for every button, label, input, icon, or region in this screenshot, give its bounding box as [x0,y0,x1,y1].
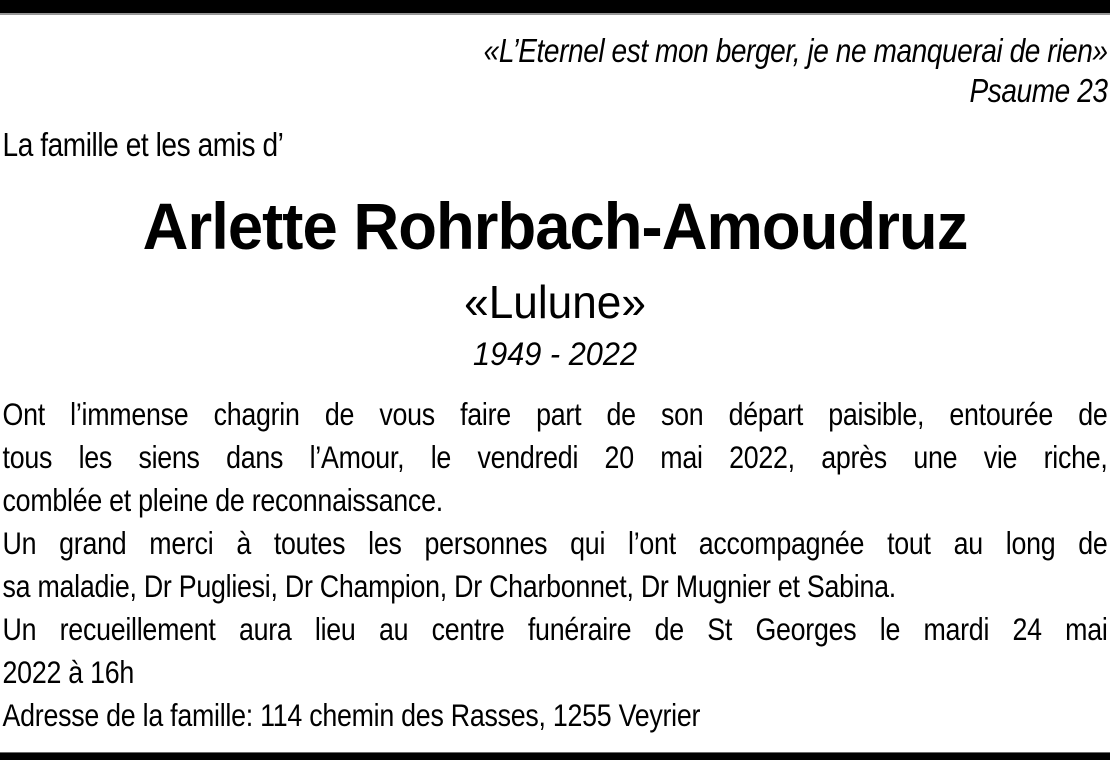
life-years: 1949 - 2022 [473,336,638,372]
bottom-border-bar [0,753,1110,760]
announcement-line: Un grand merci à toutes les personnes qui l’ont accompagnée tout au long de [2,525,1108,561]
bottom-frame [0,752,1110,760]
announcement-line: Un recueillement aura lieu au centre funéraire de St Georges le mardi 24 mai [2,611,1108,647]
announcement-line: comblée et pleine de reconnaissance. [2,482,443,518]
obituary-notice [0,31,1110,737]
top-divider-line [0,13,1110,15]
deceased-nickname: «Lulune» [464,276,646,328]
scripture-quote-text: «L’Eternel est mon berger, je ne manquerai de rien» [483,32,1108,69]
announcement-line: Adresse de la famille: 114 chemin des Rasses, 1255 Veyrier [2,697,701,733]
family-intro-line: La famille et les amis d’ [2,126,284,163]
announcement-text [3,393,1108,737]
top-border-bar [0,0,1110,13]
scripture-quote-source: Psaume 23 [969,72,1108,109]
announcement-line: sa maladie, Dr Pugliesi, Dr Champion, Dr Charbonnet, Dr Mugnier et Sabina. [2,568,896,604]
announcement-line: 2022 à 16h [2,654,135,690]
deceased-name: Arlette Rohrbach-Amoudruz [142,189,968,263]
scripture-quote [3,31,1108,111]
announcement-line: tous les siens dans l’Amour, le vendredi 20 mai 2022, après une vie riche, [2,439,1108,475]
announcement-line: Ont l’immense chagrin de vous faire part de son départ paisible, entourée de [2,396,1108,432]
